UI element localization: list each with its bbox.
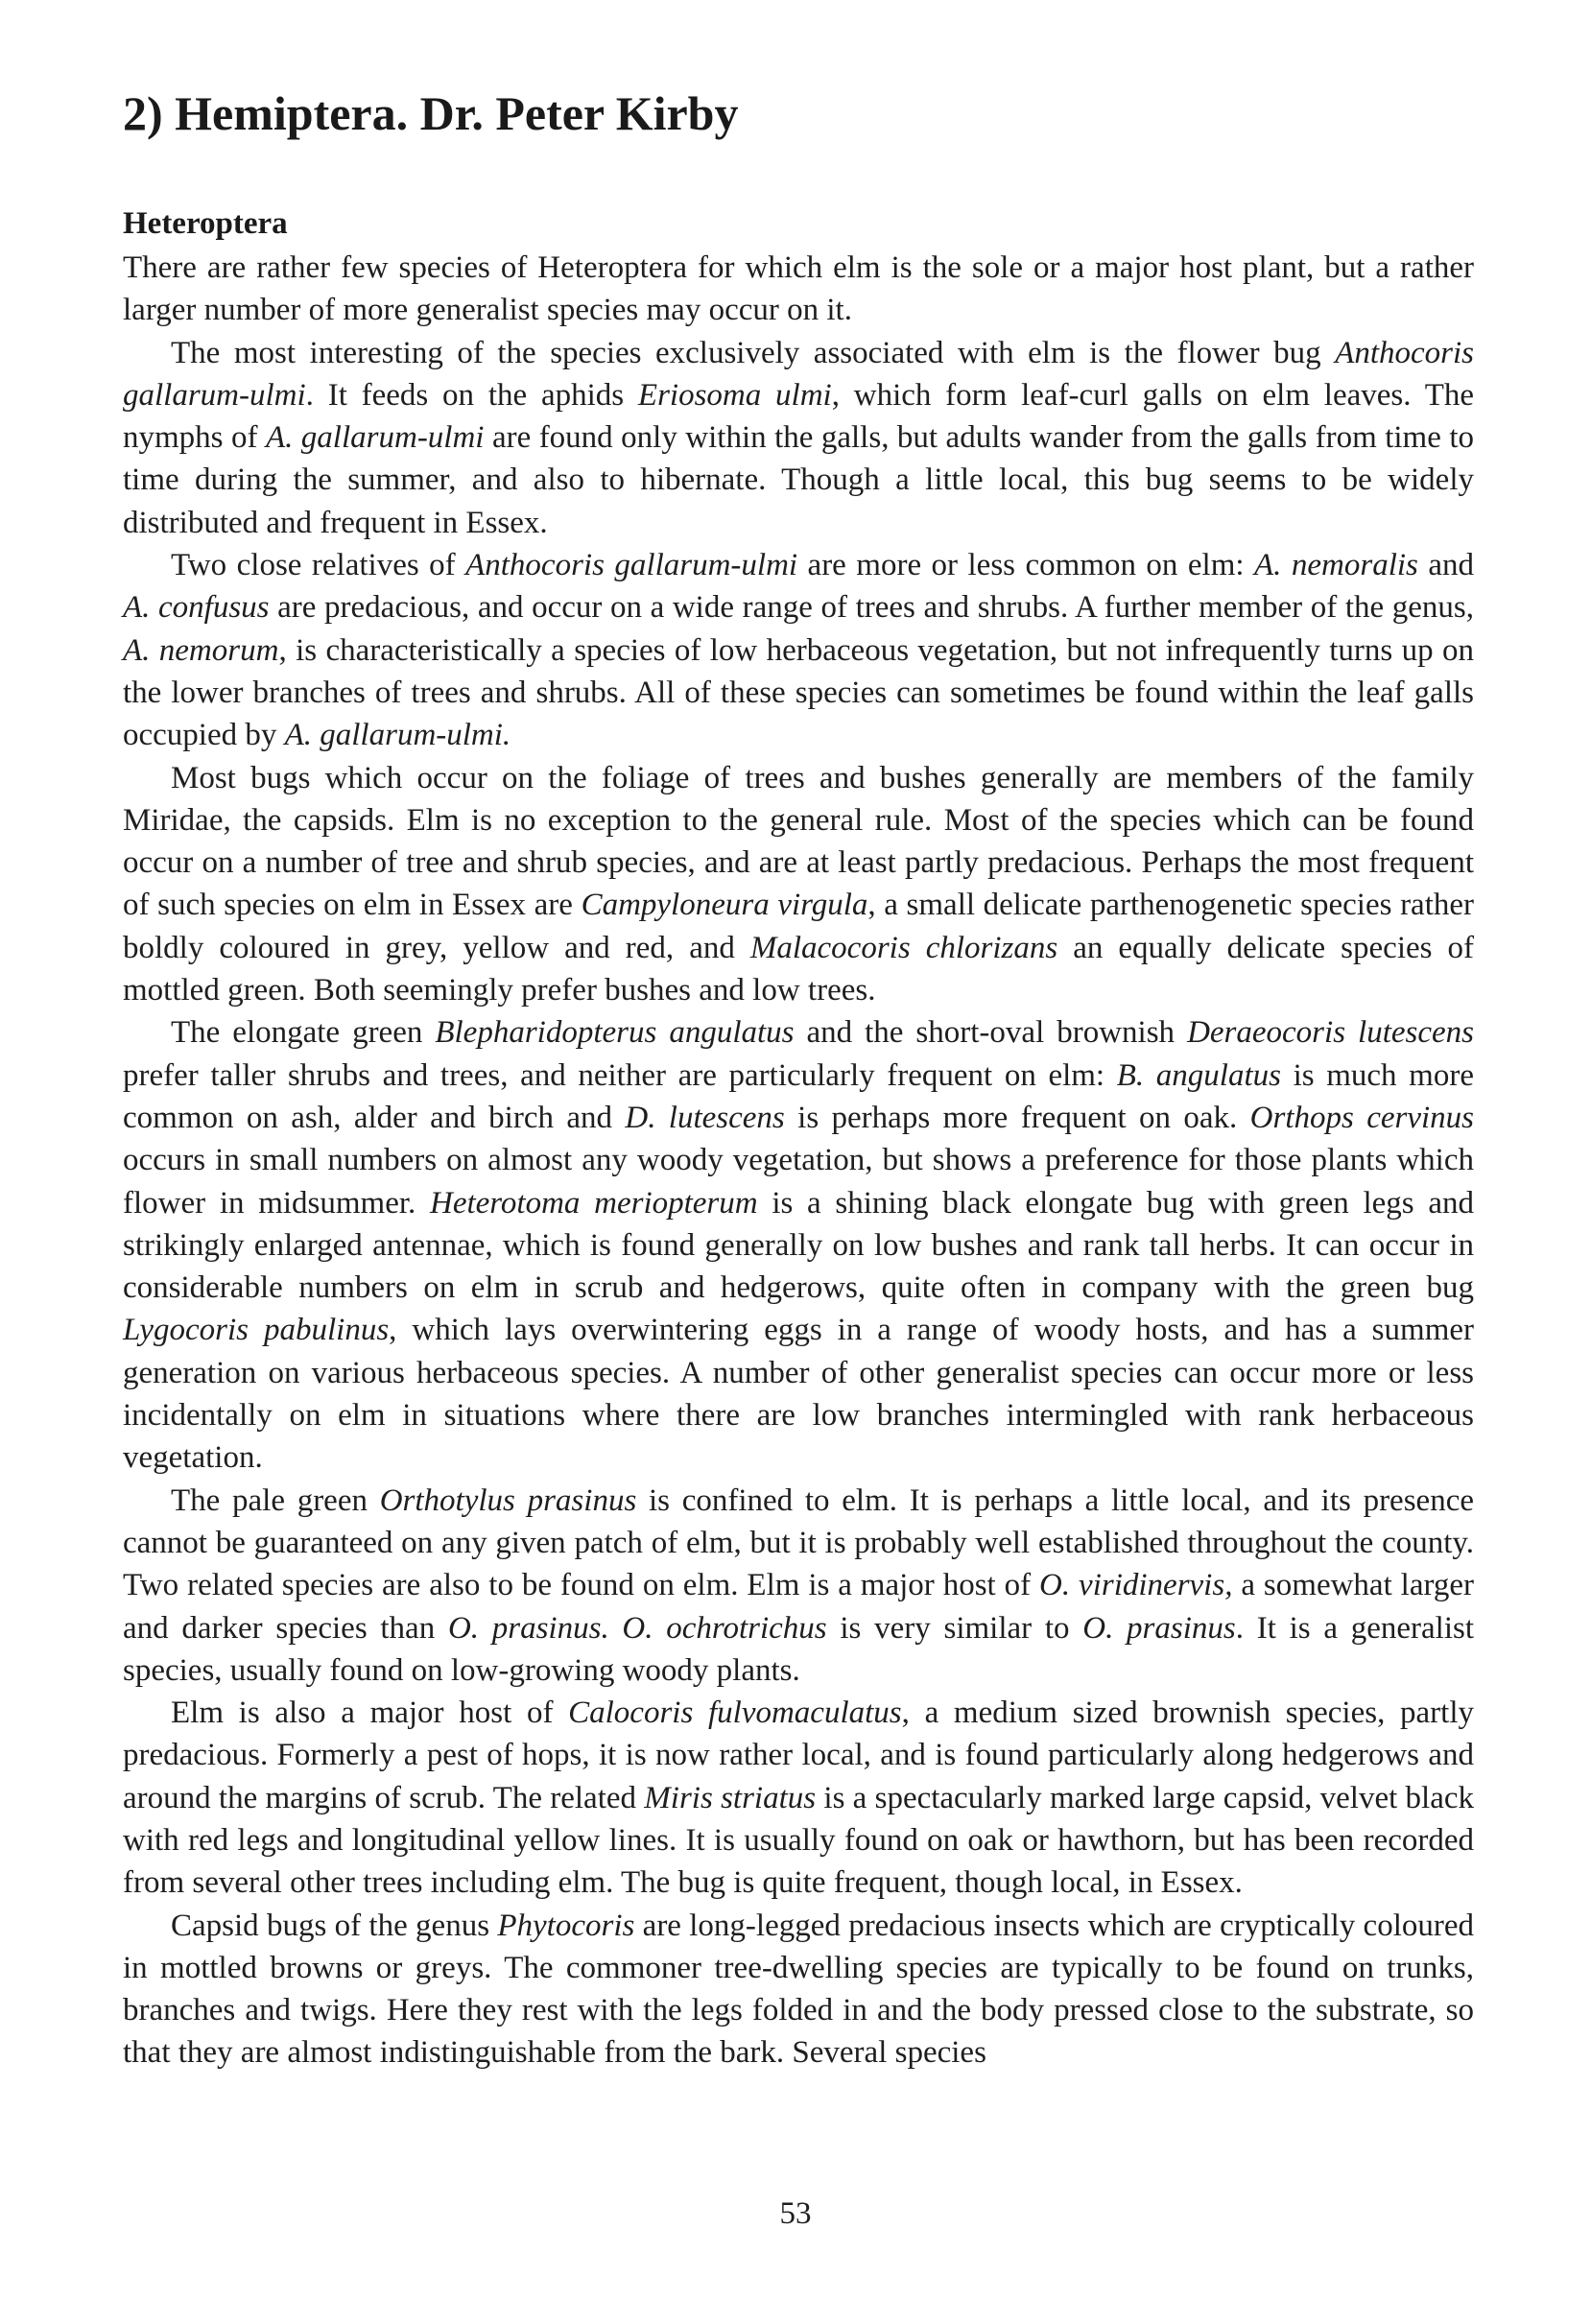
italic-species-name: A. nemorum bbox=[123, 632, 279, 668]
paragraph bbox=[123, 332, 1474, 544]
text-run: There are rather few species of Heteroptera for which elm is the sole or a major host plant, but a rather larger number of more generalist species may occur on it. bbox=[123, 250, 1474, 328]
text-run: are predacious, and occur on a wide range of trees and shrubs. A further member of the genus, bbox=[269, 590, 1474, 626]
text-run: occurs in small numbers on almost any woody vegetation, but shows a preference for those plants which flower in midsummer. bbox=[123, 1143, 1474, 1221]
text-run: is perhaps more frequent on oak. bbox=[784, 1100, 1250, 1135]
italic-species-name: Phytocoris bbox=[497, 1908, 635, 1943]
text-run: The elongate green bbox=[171, 1015, 436, 1051]
text-run: . It is a generalist species, usually found on low-growing woody plants. bbox=[123, 1610, 1475, 1688]
italic-species-name: Blepharidopterus angulatus bbox=[435, 1015, 795, 1051]
text-run: , a small delicate parthenogenetic species rather boldly coloured in grey, yellow and red, and bbox=[123, 888, 1475, 965]
text-run: Capsid bugs of the genus bbox=[171, 1908, 498, 1943]
italic-species-name: A. gallarum-ulmi bbox=[265, 420, 485, 456]
text-run: The pale green bbox=[171, 1482, 380, 1518]
paragraph bbox=[123, 757, 1474, 1012]
italic-species-name: A. gallarum-ulmi. bbox=[284, 718, 511, 753]
italic-species-name: D. lutescens bbox=[625, 1100, 785, 1135]
italic-species-name: Anthocoris gallarum-ulmi bbox=[123, 335, 1474, 413]
text-run: Two close relatives of bbox=[171, 548, 466, 583]
text-run: . It feeds on the aphids bbox=[305, 377, 638, 413]
text-run: is very similar to bbox=[826, 1610, 1083, 1646]
italic-species-name: Orthotylus prasinus bbox=[379, 1482, 637, 1518]
italic-species-name: Heterotoma meriopterum bbox=[430, 1185, 758, 1221]
paragraph bbox=[123, 1692, 1474, 1904]
text-run: are found only within the galls, but adults wander from the galls from time to time during the summer, and also to hibernate. Though a little local, this bug seems to be widely distributed and frequent in Essex. bbox=[123, 420, 1474, 540]
section-heading: Heteroptera bbox=[123, 206, 288, 241]
text-run: is confined to elm. It is perhaps a little local, and its presence cannot be guaranteed on any given patch of elm, but it is probably well established throughout the county. Two related species are also to be found on elm. Elm is a major host of bbox=[123, 1482, 1474, 1603]
text-run: and bbox=[1417, 548, 1474, 583]
italic-species-name: O. prasinus bbox=[1082, 1610, 1236, 1646]
italic-species-name: Campyloneura virgula bbox=[581, 888, 868, 923]
body-text bbox=[123, 247, 1474, 2075]
italic-species-name: A. nemoralis bbox=[1254, 548, 1418, 583]
italic-species-name: A. confusus bbox=[123, 590, 270, 626]
italic-species-name: Calocoris fulvomaculatus bbox=[568, 1696, 902, 1731]
italic-species-name: Lygocoris pabulinus bbox=[123, 1313, 390, 1348]
page-number: 53 bbox=[779, 2196, 812, 2231]
text-run: prefer taller shrubs and trees, and neither are particularly frequent on elm: bbox=[123, 1057, 1117, 1093]
paragraph bbox=[123, 1011, 1474, 1479]
italic-species-name: O. prasinus. O. ochrotrichus bbox=[447, 1610, 827, 1646]
text-run: is a shining black elongate bug with green legs and strikingly enlarged antennae, which is found generally on low bushes and rank tall herbs. It can occur in considerable numbers on elm in scrub and hedgerows, quite often in company with the green bug bbox=[123, 1185, 1474, 1306]
italic-species-name: O. viridinervis, bbox=[1039, 1568, 1233, 1603]
paragraph bbox=[123, 1480, 1474, 1692]
text-run: is a spectacularly marked large capsid, velvet black with red legs and longitudinal yellow lines. It is usually found on oak or hawthorn, but has been recorded from several other trees including elm. The bug is quite frequent, though local, in Essex. bbox=[123, 1780, 1475, 1901]
italic-species-name: Malacocoris chlorizans bbox=[749, 930, 1058, 965]
text-run: are more or less common on elm: bbox=[797, 548, 1254, 583]
italic-species-name: Anthocoris gallarum-ulmi bbox=[465, 548, 798, 583]
italic-species-name: Deraeocoris lutescens bbox=[1187, 1015, 1474, 1051]
text-run: an equally delicate species of mottled green. Both seemingly prefer bushes and low trees. bbox=[123, 930, 1474, 1008]
text-run: and the short-oval brownish bbox=[794, 1015, 1188, 1051]
italic-species-name: Eriosoma ulmi bbox=[637, 377, 832, 413]
text-run: are long-legged predacious insects which are cryptically coloured in mottled browns or greys. The commoner tree-dwelling species are typically to be found on trunks, branches and twigs. Here they rest with the legs folded in and the body pressed close to the substrate, so that they are almost indistinguishable from the bark. Several species bbox=[123, 1908, 1474, 2071]
text-run: Most bugs which occur on the foliage of trees and bushes generally are members of the family Miridae, the capsids. Elm is no exception to the general rule. Most of the species which can be found occur on a number of tree and shrub species, and are at least partly predacious. Perhaps the most frequent of such species on elm in Essex are bbox=[123, 760, 1474, 923]
text-run: a somewhat larger and darker species than bbox=[123, 1568, 1475, 1646]
text-run: is much more common on ash, alder and birch and bbox=[123, 1057, 1474, 1135]
text-run: , which form leaf-curl galls on elm leaves. The nymphs of bbox=[123, 377, 1474, 456]
italic-species-name: Miris striatus bbox=[644, 1780, 817, 1815]
paragraph bbox=[123, 247, 1474, 332]
text-run: , a medium sized brownish species, partly predacious. Formerly a pest of hops, it is now rather local, and is found particularly along hedgerows and around the margins of scrub. The related bbox=[123, 1696, 1474, 1815]
italic-species-name: Orthops cervinus bbox=[1249, 1100, 1475, 1135]
text-run: The most interesting of the species exclusively associated with elm is the flower bug bbox=[171, 335, 1336, 370]
paragraph bbox=[123, 544, 1474, 756]
paragraph bbox=[123, 1905, 1474, 2075]
text-run: , which lays overwintering eggs in a range of woody hosts, and has a summer generation on various herbaceous species. A number of other generalist species can occur more or less incidentally on elm in situations where there are low branches intermingled with rank herbaceous vegetation. bbox=[123, 1313, 1474, 1476]
page-title: 2) Hemiptera. Dr. Peter Kirby bbox=[123, 86, 739, 140]
text-run: , is characteristically a species of low herbaceous vegetation, but not infrequently turns up on the lower branches of trees and shrubs. All of these species can sometimes be found within the leaf galls occupied by bbox=[123, 632, 1474, 753]
italic-species-name: B. angulatus bbox=[1116, 1057, 1281, 1093]
text-run: Elm is also a major host of bbox=[171, 1696, 569, 1731]
